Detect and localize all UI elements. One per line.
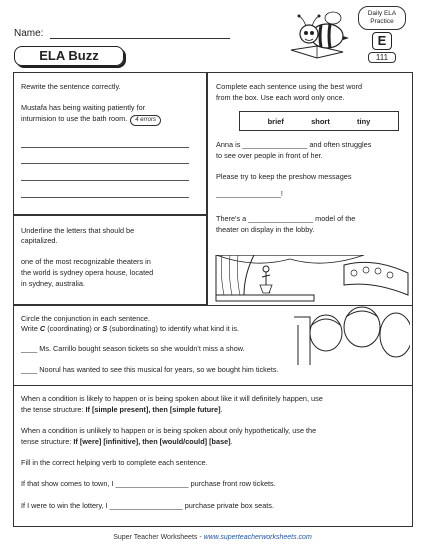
q5-paragraph1-line2: the tense structure: If [simple present], then [simple future]. — [21, 405, 223, 414]
word-short: short — [311, 116, 330, 126]
q2-instruction-line1: Complete each sentence using the best word — [216, 82, 363, 91]
q5-sentence2: If I were to win the lottery, I __________________ purchase private box seats. — [21, 501, 274, 510]
name-line[interactable] — [50, 38, 230, 39]
word-box — [239, 111, 399, 131]
q3-sentence-line3: in sydney, australia. — [21, 279, 85, 288]
footer: Super Teacher Worksheets - www.superteacherworksheets.com — [113, 534, 312, 541]
errors-badge: 4 errors — [130, 115, 161, 126]
q3-instruction-line2: capitalized. — [21, 236, 58, 245]
page-title: ELA Buzz — [14, 46, 124, 66]
badge-letter: E — [372, 32, 392, 50]
q1-sentence-line2: inturmision to use the bath room. 4 errors — [21, 114, 161, 126]
word-tiny: tiny — [357, 116, 371, 126]
bee-reading-icon — [287, 6, 359, 62]
name-label: Name: — [14, 28, 44, 39]
daily-ela-badge — [358, 6, 406, 64]
column-divider — [207, 72, 208, 305]
q2-sentence2-line2: ________________! — [216, 189, 283, 198]
q4-sentence1: ____ Ms. Carrillo bought season tickets so she wouldn't miss a show. — [21, 344, 245, 353]
q5-sentence1: If that show comes to town, I __________________ purchase front row tickets. — [21, 479, 276, 488]
answer-line[interactable] — [21, 147, 189, 148]
q3-instruction-line1: Underline the letters that should be — [21, 226, 135, 235]
q2-instruction-line2: from the box. Use each word only once. — [216, 93, 345, 102]
q5-paragraph2-line1: When a condition is unlikely to happen or is being spoken about only hypothetically, use the — [21, 426, 317, 435]
answer-line[interactable] — [21, 163, 189, 164]
answer-line[interactable] — [21, 180, 189, 181]
footer-link[interactable]: www.superteacherworksheets.com — [203, 534, 312, 541]
q2-sentence2-line1: Please try to keep the preshow messages — [216, 172, 352, 181]
q5-paragraph1-line1: When a condition is likely to happen or is being spoken about like it will definitely happen, use — [21, 394, 323, 403]
q1-sentence-line1: Mustafa has being waiting patiently for — [21, 103, 146, 112]
q4-instruction-line2: Write C (coordinating) or S (subordinating) to identify what kind it is. — [21, 324, 240, 333]
q5-instruction: Fill in the correct helping verb to complete each sentence. — [21, 458, 208, 467]
badge-label: Daily ELA Practice — [358, 6, 406, 30]
answer-line[interactable] — [21, 197, 189, 198]
q2-sentence1-line1: Anna is ________________ and often struggles — [216, 140, 372, 149]
q3-sentence-line2: the world is sydney opera house, located — [21, 268, 154, 277]
word-brief: brief — [267, 116, 284, 126]
q5-paragraph2-line2: tense structure: If [were] [infinitive], then [would/could] [base]. — [21, 437, 233, 446]
q2-sentence3-line1: There's a ________________ model of the — [216, 214, 356, 223]
q2-sentence3-line2: theater on display in the lobby. — [216, 225, 315, 234]
q4-instruction-line1: Circle the conjunction in each sentence. — [21, 314, 150, 323]
q3-sentence-line1: one of the most recognizable theaters in — [21, 257, 151, 266]
q1-box — [13, 72, 207, 215]
q1-instruction: Rewrite the sentence correctly. — [21, 82, 121, 91]
q4-sentence2: ____ Noorul has wanted to see this musical for years, so we bought him tickets. — [21, 365, 279, 374]
q2-sentence1-line2: to see over people in front of her. — [216, 151, 323, 160]
badge-number: 111 — [368, 52, 396, 63]
